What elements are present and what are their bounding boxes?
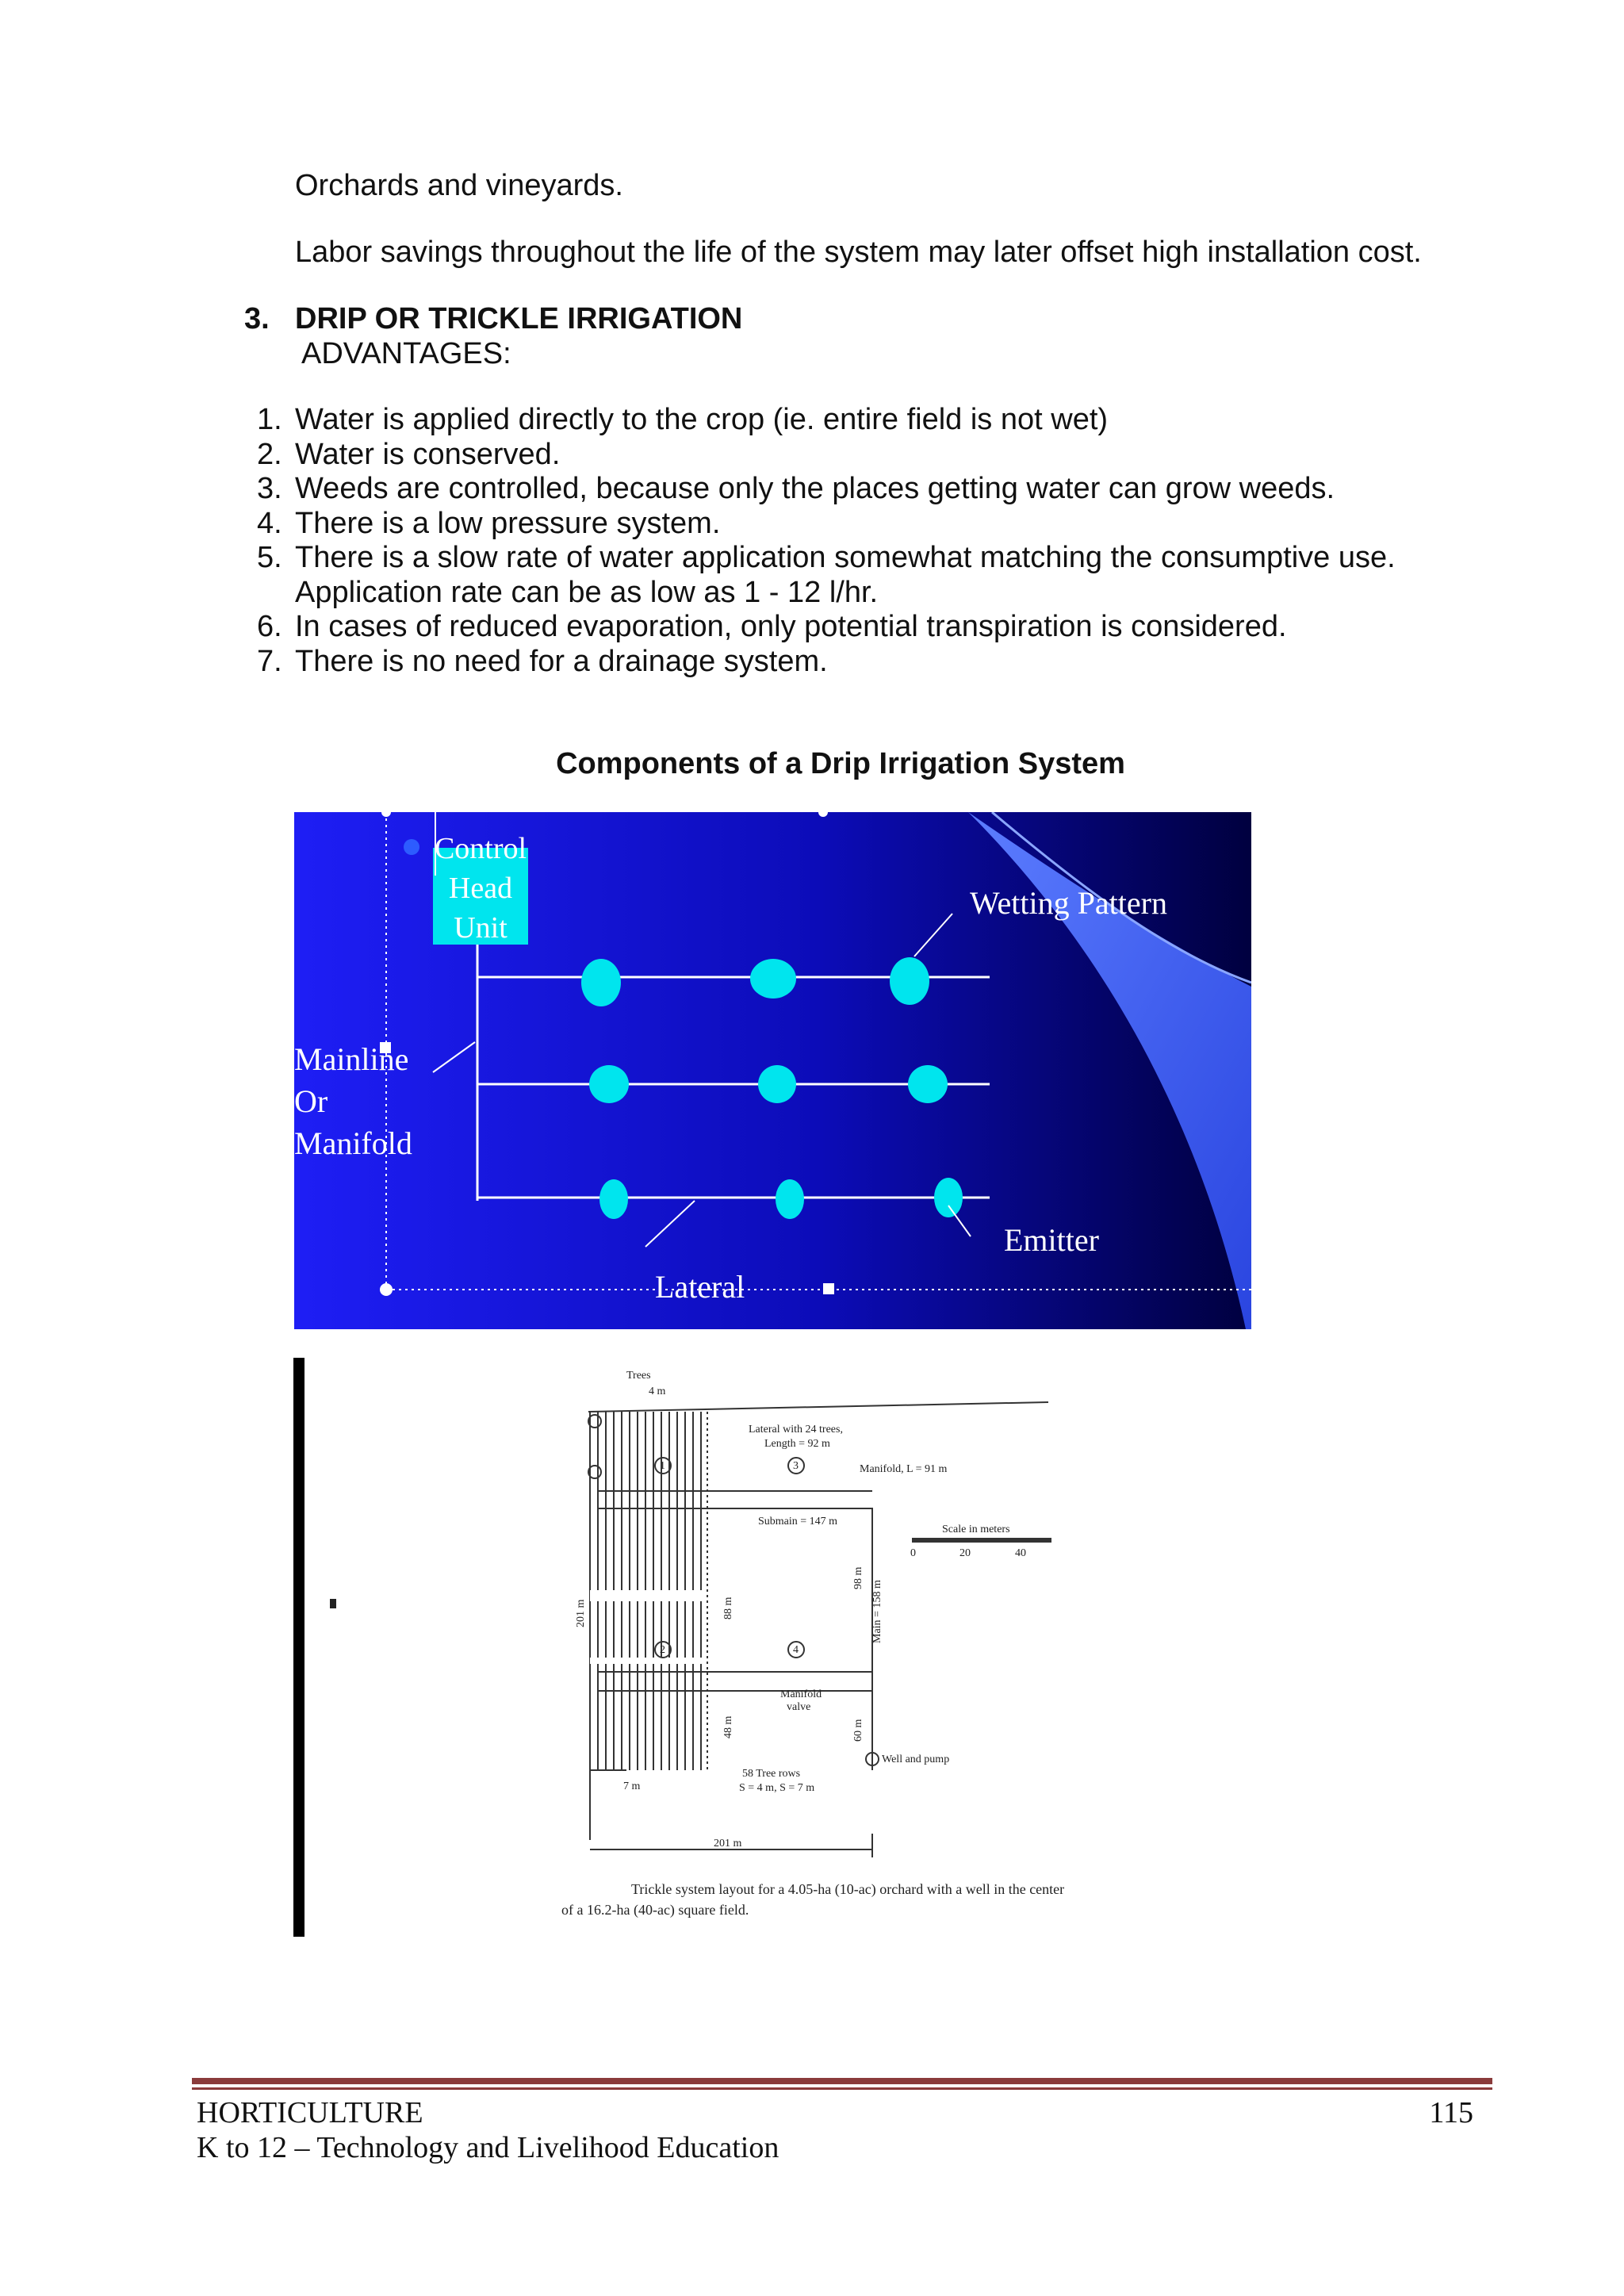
list-number: 5. <box>257 541 282 574</box>
label-tree-rows-1: 58 Tree rows <box>742 1768 801 1780</box>
intro-line-1: Orchards and vineyards. <box>295 169 623 202</box>
label-trees: Trees <box>626 1370 651 1382</box>
section-subtitle: ADVANTAGES: <box>301 337 511 370</box>
emitter-dot <box>934 1178 963 1217</box>
emitter-dot <box>908 1065 948 1103</box>
list-text-continuation: Application rate can be as low as 1 - 12 l/hr. <box>295 575 879 609</box>
footer-subject: HORTICULTURE <box>197 2096 423 2129</box>
label-98: 98 m <box>852 1566 864 1589</box>
scale-20: 20 <box>959 1547 971 1559</box>
emitter-dot <box>776 1179 804 1219</box>
figure-title: Components of a Drip Irrigation System <box>556 747 1125 780</box>
trickle-layout-diagram <box>293 1358 1624 1945</box>
label-submain: Submain = 147 m <box>758 1516 838 1527</box>
marker-4: 4 <box>793 1644 799 1656</box>
list-number: 7. <box>257 644 282 678</box>
list-text: Water is applied directly to the crop (ie. entire field is not wet) <box>295 403 1109 436</box>
label-lateral-1: Lateral with 24 trees, <box>749 1424 843 1435</box>
frame-handle <box>823 1283 834 1294</box>
label-head: Head <box>448 872 513 905</box>
emitter-dot <box>750 959 796 999</box>
label-48: 48 m <box>722 1715 734 1738</box>
section-title: DRIP OR TRICKLE IRRIGATION <box>295 302 743 335</box>
section-number: 3. <box>244 302 270 335</box>
scan-mark <box>330 1599 336 1608</box>
label-tree-rows-2: S = 4 m, S = 7 m <box>739 1782 815 1794</box>
emitter-dot <box>599 1179 628 1219</box>
caption-line-1: Trickle system layout for a 4.05-ha (10-ac) orchard with a well in the center <box>631 1881 1065 1897</box>
scale-0: 0 <box>910 1547 916 1559</box>
list-item <box>238 541 1396 610</box>
list-text: Weeds are controlled, because only the places getting water can grow weeds. <box>295 472 1335 505</box>
diagram-background <box>293 1358 1624 1945</box>
list-number: 3. <box>257 472 282 505</box>
label-well: Well and pump <box>882 1754 950 1765</box>
list-item <box>238 438 1396 473</box>
label-unit: Unit <box>454 911 508 945</box>
label-manifold-valve-1: Manifold <box>780 1688 822 1700</box>
caption-line-2: of a 16.2-ha (40-ac) square field. <box>561 1902 749 1918</box>
emitter-dot <box>890 957 929 1005</box>
scan-border <box>293 1358 304 1937</box>
label-4m: 4 m <box>649 1386 666 1397</box>
list-text: Water is conserved. <box>295 437 561 471</box>
label-mainline: Mainline <box>294 1041 409 1077</box>
label-lateral-2: Length = 92 m <box>764 1438 830 1450</box>
list-number: 1. <box>257 403 282 436</box>
label-manifold: Manifold, L = 91 m <box>860 1463 948 1475</box>
footer-course: K to 12 – Technology and Livelihood Education <box>197 2131 779 2164</box>
label-main: Main = 158 m <box>871 1580 883 1643</box>
list-text: There is a low pressure system. <box>295 506 721 540</box>
label-wetting-pattern: Wetting Pattern <box>970 885 1167 921</box>
label-60: 60 m <box>852 1719 864 1742</box>
scale-40: 40 <box>1015 1547 1026 1559</box>
intro-line-2: Labor savings throughout the life of the system may later offset high installation cost. <box>295 236 1422 269</box>
drip-irrigation-diagram <box>294 812 1251 1329</box>
marker-1: 1 <box>660 1460 665 1472</box>
marker-2: 2 <box>660 1644 665 1656</box>
advantages-list <box>238 403 1396 679</box>
frame-handle <box>380 1283 393 1296</box>
list-text: There is a slow rate of water application somewhat matching the consumptive use. <box>295 541 1396 574</box>
label-201-bottom: 201 m <box>714 1838 742 1849</box>
emitter-dot <box>758 1065 796 1103</box>
label-88: 88 m <box>722 1596 734 1619</box>
decor-dot <box>404 839 419 855</box>
list-text: In cases of reduced evaporation, only potential transpiration is considered. <box>295 610 1287 643</box>
list-text: There is no need for a drainage system. <box>295 644 828 678</box>
footer-rule <box>192 2078 1492 2084</box>
footer-rule-thin <box>192 2087 1492 2090</box>
label-emitter: Emitter <box>1004 1222 1099 1258</box>
list-number: 2. <box>257 437 282 471</box>
label-manifold-valve-2: valve <box>787 1701 811 1713</box>
page-number: 115 <box>1429 2096 1473 2129</box>
list-item <box>238 472 1396 507</box>
list-item <box>238 610 1396 645</box>
label-manifold: Manifold <box>294 1125 412 1161</box>
label-201-left: 201 m <box>575 1599 587 1627</box>
label-scale: Scale in meters <box>942 1524 1010 1535</box>
list-number: 6. <box>257 610 282 643</box>
label-or: Or <box>294 1083 328 1119</box>
marker-3: 3 <box>793 1460 799 1472</box>
list-item <box>238 403 1396 438</box>
emitter-dot <box>589 1065 629 1103</box>
list-number: 4. <box>257 506 282 540</box>
label-control: Control <box>434 832 527 865</box>
list-item <box>238 645 1396 680</box>
list-item <box>238 507 1396 542</box>
label-7m: 7 m <box>623 1780 641 1792</box>
emitter-dot <box>581 959 621 1006</box>
label-lateral: Lateral <box>655 1269 745 1305</box>
